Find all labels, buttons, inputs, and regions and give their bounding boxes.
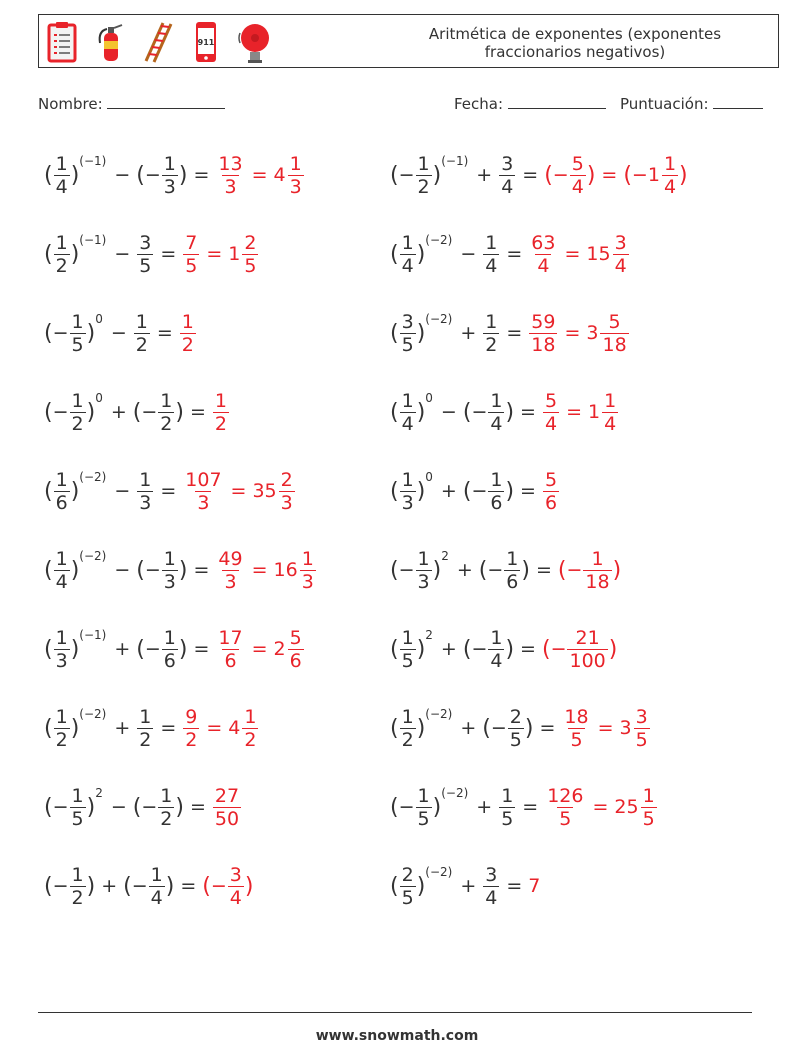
header-icons xyxy=(45,18,271,66)
title-line-2: fraccionarios negativos) xyxy=(484,43,666,61)
problem-13: ( $\frac{1}{3}$ ) (−1) + ( − $\frac{1}{6}$ ) = $\frac{17}{6}$ = 2 $\frac{5}{6}$ xyxy=(44,626,302,672)
name-field xyxy=(38,95,225,113)
problem-18: ( − $\frac{1}{5}$ ) (−2) + $\frac{1}{5}$ = $\frac{126}{5}$ = 25 $\frac{1}{5}$ xyxy=(390,784,655,830)
problem-8: ( $\frac{1}{4}$ ) 0 − ( − $\frac{1}{4}$ ) = $\frac{5}{4}$ = 1 $\frac{1}{4}$ xyxy=(390,389,617,435)
phone-911-icon xyxy=(189,19,223,65)
title-line-1: Aritmética de exponentes (exponentes xyxy=(428,25,722,43)
problem-1: ( $\frac{1}{4}$ ) (−1) − ( − $\frac{1}{3}$ ) = $\frac{13}{3}$ = 4 $\frac{1}{3}$ xyxy=(44,152,302,198)
score-field xyxy=(620,95,763,113)
problem-4: ( $\frac{1}{4}$ ) (−2) − $\frac{1}{4}$ = $\frac{63}{4}$ = 15 $\frac{3}{4}$ xyxy=(390,231,627,277)
ladder-icon xyxy=(141,19,175,65)
problem-14: ( $\frac{1}{5}$ ) 2 + ( − $\frac{1}{4}$ ) = ( − $\frac{21}{100}$ ) xyxy=(390,626,618,672)
name-label: Nombre: xyxy=(38,95,103,113)
problem-6: ( $\frac{3}{5}$ ) (−2) + $\frac{1}{2}$ = $\frac{59}{18}$ = 3 $\frac{5}{18}$ xyxy=(390,310,627,356)
problem-19: ( − $\frac{1}{2}$ ) + ( − $\frac{1}{4}$ ) = ( − $\frac{3}{4}$ ) xyxy=(44,863,254,909)
date-label: Fecha: xyxy=(454,95,504,113)
problem-20: ( $\frac{2}{5}$ ) (−2) + $\frac{3}{4}$ = 7 xyxy=(390,863,541,909)
problem-17: ( − $\frac{1}{5}$ ) 2 − ( − $\frac{1}{2}$ ) = $\frac{27}{50}$ xyxy=(44,784,240,830)
problem-7: ( − $\frac{1}{2}$ ) 0 + ( − $\frac{1}{2}$ ) = $\frac{1}{2}$ xyxy=(44,389,227,435)
problem-9: ( $\frac{1}{6}$ ) (−2) − $\frac{1}{3}$ = $\frac{107}{3}$ = 35 $\frac{2}{3}$ xyxy=(44,468,293,514)
footer-url: www.snowmath.com xyxy=(315,1028,479,1044)
date-field xyxy=(454,95,606,113)
score-blank[interactable] xyxy=(713,95,763,109)
clipboard-checklist-icon xyxy=(45,19,79,65)
problem-2: ( − $\frac{1}{2}$ ) (−1) + $\frac{3}{4}$ = ( − $\frac{5}{4}$ ) = ( − 1 $\frac{1}{4}$ ) xyxy=(390,152,688,198)
problem-5: ( − $\frac{1}{5}$ ) 0 − $\frac{1}{2}$ = $\frac{1}{2}$ xyxy=(44,310,194,356)
worksheet-header xyxy=(38,14,779,68)
problem-15: ( $\frac{1}{2}$ ) (−2) + $\frac{1}{2}$ = $\frac{9}{2}$ = 4 $\frac{1}{2}$ xyxy=(44,705,257,751)
problem-11: ( $\frac{1}{4}$ ) (−2) − ( − $\frac{1}{3}$ ) = $\frac{49}{3}$ = 16 $\frac{1}{3}$ xyxy=(44,547,314,593)
svg-text:911: 911 xyxy=(197,38,215,47)
problem-12: ( − $\frac{1}{3}$ ) 2 + ( − $\frac{1}{6}$ ) = ( − $\frac{1}{18}$ ) xyxy=(390,547,622,593)
score-label: Puntuación: xyxy=(620,95,709,113)
worksheet-title xyxy=(410,25,740,61)
name-blank[interactable] xyxy=(107,95,225,109)
fire-extinguisher-icon xyxy=(93,19,127,65)
footer-divider xyxy=(38,1012,752,1013)
problem-3: ( $\frac{1}{2}$ ) (−1) − $\frac{3}{5}$ = $\frac{7}{5}$ = 1 $\frac{2}{5}$ xyxy=(44,231,257,277)
alarm-bell-icon xyxy=(237,19,271,65)
problem-10: ( $\frac{1}{3}$ ) 0 + ( − $\frac{1}{6}$ ) = $\frac{5}{6}$ xyxy=(390,468,558,514)
problem-16: ( $\frac{1}{2}$ ) (−2) + ( − $\frac{2}{5}$ ) = $\frac{18}{5}$ = 3 $\frac{3}{5}$ xyxy=(390,705,648,751)
date-blank[interactable] xyxy=(508,95,606,109)
